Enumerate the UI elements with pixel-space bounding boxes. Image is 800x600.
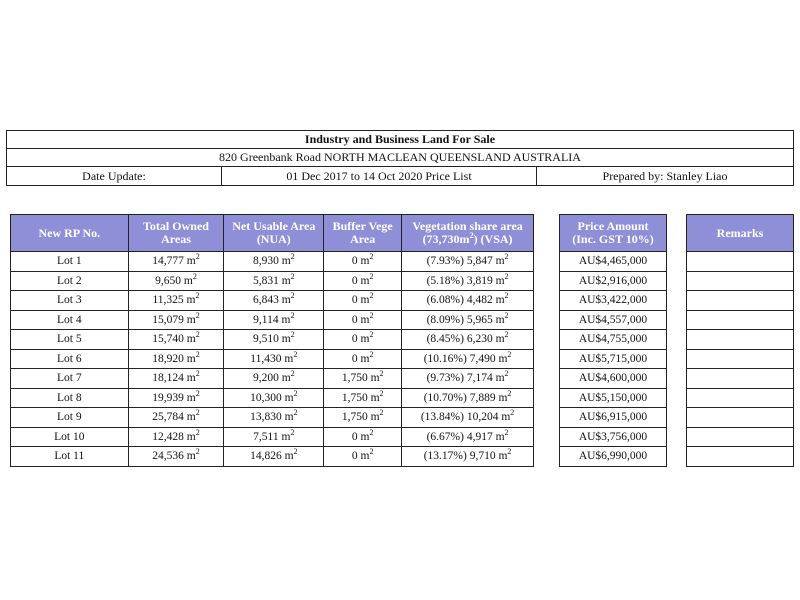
nua-cell: 14,826 $m^2$ xyxy=(224,447,324,467)
buffer-cell: 0 $m^2$ xyxy=(324,271,402,291)
remarks-cell xyxy=(687,291,794,311)
col-nua: Net Usable Area (NUA) xyxy=(224,215,324,252)
price-cell: AU$4,755,000 xyxy=(560,330,667,350)
table-row xyxy=(560,369,667,389)
price-cell: AU$3,756,000 xyxy=(560,427,667,447)
vsa-cell: (10.16%) 7,490 $m^2$ xyxy=(402,349,534,369)
table-row xyxy=(11,408,534,428)
table-row xyxy=(560,330,667,350)
lot-cell: Lot 3 xyxy=(11,291,129,311)
table-row xyxy=(687,427,794,447)
owned-area-cell: 14,777 $m^2$ xyxy=(128,252,224,272)
remarks-cell xyxy=(687,271,794,291)
document-title: Industry and Business Land For Sale xyxy=(7,131,793,149)
table-row xyxy=(560,408,667,428)
table-row xyxy=(11,291,534,311)
lot-cell: Lot 11 xyxy=(11,447,129,467)
price-cell: AU$6,990,000 xyxy=(560,447,667,467)
vsa-cell: (6.08%) 4,482 $m^2$ xyxy=(402,291,534,311)
owned-area-cell: 11,325 $m^2$ xyxy=(128,291,224,311)
col-rp-no: New RP No. xyxy=(11,215,129,252)
remarks-cell xyxy=(687,252,794,272)
nua-cell: 8,930 $m^2$ xyxy=(224,252,324,272)
nua-cell: 9,200 $m^2$ xyxy=(224,369,324,389)
nua-cell: 10,300 $m^2$ xyxy=(224,388,324,408)
table-row xyxy=(11,349,534,369)
table-row xyxy=(560,291,667,311)
owned-area-cell: 9,650 $m^2$ xyxy=(128,271,224,291)
remarks-cell xyxy=(687,330,794,350)
col-owned-areas: Total Owned Areas xyxy=(128,215,224,252)
buffer-cell: 1,750 $m^2$ xyxy=(324,408,402,428)
table-row xyxy=(560,349,667,369)
buffer-cell: 1,750 $m^2$ xyxy=(324,369,402,389)
remarks-cell xyxy=(687,369,794,389)
table-row xyxy=(11,330,534,350)
owned-area-cell: 18,124 $m^2$ xyxy=(128,369,224,389)
table-row xyxy=(687,271,794,291)
vsa-cell: (8.45%) 6,230 $m^2$ xyxy=(402,330,534,350)
lot-cell: Lot 10 xyxy=(11,427,129,447)
table-row xyxy=(687,408,794,428)
vsa-cell: (9.73%) 7,174 $m^2$ xyxy=(402,369,534,389)
vsa-cell: (7.93%) 5,847 $m^2$ xyxy=(402,252,534,272)
lot-cell: Lot 7 xyxy=(11,369,129,389)
table-row xyxy=(687,349,794,369)
nua-cell: 9,510 $m^2$ xyxy=(224,330,324,350)
owned-area-cell: 19,939 $m^2$ xyxy=(128,388,224,408)
table-row xyxy=(560,271,667,291)
nua-cell: 6,843 $m^2$ xyxy=(224,291,324,311)
vsa-cell: (13.84%) 10,204 $m^2$ xyxy=(402,408,534,428)
remarks-table xyxy=(686,214,794,467)
prepared-by: Prepared by: Stanley Liao xyxy=(602,168,728,183)
owned-area-cell: 12,428 $m^2$ xyxy=(128,427,224,447)
lot-cell: Lot 2 xyxy=(11,271,129,291)
buffer-cell: 0 $m^2$ xyxy=(324,447,402,467)
remarks-cell xyxy=(687,447,794,467)
lot-cell: Lot 9 xyxy=(11,408,129,428)
lot-cell: Lot 1 xyxy=(11,252,129,272)
price-cell: AU$3,422,000 xyxy=(560,291,667,311)
lot-cell: Lot 5 xyxy=(11,330,129,350)
table-row xyxy=(11,388,534,408)
table-row xyxy=(560,310,667,330)
table-row xyxy=(687,291,794,311)
land-table xyxy=(10,214,534,467)
buffer-cell: 0 $m^2$ xyxy=(324,310,402,330)
price-cell: AU$5,150,000 xyxy=(560,388,667,408)
table-row xyxy=(11,252,534,272)
remarks-cell xyxy=(687,408,794,428)
property-address: 820 Greenbank Road NORTH MACLEAN QUEENSLAND AUSTRALIA xyxy=(7,149,793,167)
owned-area-cell: 18,920 $m^2$ xyxy=(128,349,224,369)
vsa-cell: (13.17%) 9,710 $m^2$ xyxy=(402,447,534,467)
table-row xyxy=(11,447,534,467)
price-cell: AU$5,715,000 xyxy=(560,349,667,369)
table-row xyxy=(560,447,667,467)
date-label: Date Update: xyxy=(7,167,222,185)
table-row xyxy=(687,330,794,350)
price-cell: AU$4,600,000 xyxy=(560,369,667,389)
price-cell: AU$4,465,000 xyxy=(560,252,667,272)
owned-area-cell: 24,536 $m^2$ xyxy=(128,447,224,467)
table-row xyxy=(11,271,534,291)
buffer-cell: 0 $m^2$ xyxy=(324,252,402,272)
remarks-cell xyxy=(687,349,794,369)
vsa-cell: (6.67%) 4,917 $m^2$ xyxy=(402,427,534,447)
lot-cell: Lot 6 xyxy=(11,349,129,369)
remarks-cell xyxy=(687,427,794,447)
price-cell: AU$2,916,000 xyxy=(560,271,667,291)
col-vsa: Vegetation share area $(73,730m^2)$ (VSA) xyxy=(402,215,534,252)
table-row xyxy=(11,310,534,330)
nua-cell: 11,430 $m^2$ xyxy=(224,349,324,369)
table-row xyxy=(687,369,794,389)
table-row xyxy=(560,427,667,447)
owned-area-cell: 15,079 $m^2$ xyxy=(128,310,224,330)
remarks-cell xyxy=(687,310,794,330)
buffer-cell: 0 $m^2$ xyxy=(324,427,402,447)
vsa-cell: (10.70%) 7,889 $m^2$ xyxy=(402,388,534,408)
table-row xyxy=(560,388,667,408)
nua-cell: 5,831 $m^2$ xyxy=(224,271,324,291)
buffer-cell: 0 $m^2$ xyxy=(324,349,402,369)
buffer-cell: 0 $m^2$ xyxy=(324,330,402,350)
buffer-cell: 0 $m^2$ xyxy=(324,291,402,311)
document-header xyxy=(6,130,794,186)
col-buffer: Buffer Vege Area xyxy=(324,215,402,252)
price-table xyxy=(559,214,667,467)
owned-area-cell: 25,784 $m^2$ xyxy=(128,408,224,428)
table-row xyxy=(687,310,794,330)
date-row xyxy=(7,167,793,185)
table-row xyxy=(687,252,794,272)
vsa-cell: (8.09%) 5,965 $m^2$ xyxy=(402,310,534,330)
table-row xyxy=(11,369,534,389)
lot-cell: Lot 4 xyxy=(11,310,129,330)
col-remarks: Remarks xyxy=(687,215,794,252)
lot-cell: Lot 8 xyxy=(11,388,129,408)
table-row xyxy=(11,427,534,447)
nua-cell: 13,830 $m^2$ xyxy=(224,408,324,428)
nua-cell: 7,511 $m^2$ xyxy=(224,427,324,447)
remarks-cell xyxy=(687,388,794,408)
table-row xyxy=(687,388,794,408)
nua-cell: 9,114 $m^2$ xyxy=(224,310,324,330)
table-row xyxy=(687,447,794,467)
price-cell: AU$4,557,000 xyxy=(560,310,667,330)
vsa-cell: (5.18%) 3,819 $m^2$ xyxy=(402,271,534,291)
price-cell: AU$6,915,000 xyxy=(560,408,667,428)
owned-area-cell: 15,740 $m^2$ xyxy=(128,330,224,350)
table-row xyxy=(560,252,667,272)
buffer-cell: 1,750 $m^2$ xyxy=(324,388,402,408)
col-price: Price Amount (Inc. GST 10%) xyxy=(560,215,667,252)
date-range: 01 Dec 2017 to 14 Oct 2020 Price List xyxy=(222,167,537,185)
